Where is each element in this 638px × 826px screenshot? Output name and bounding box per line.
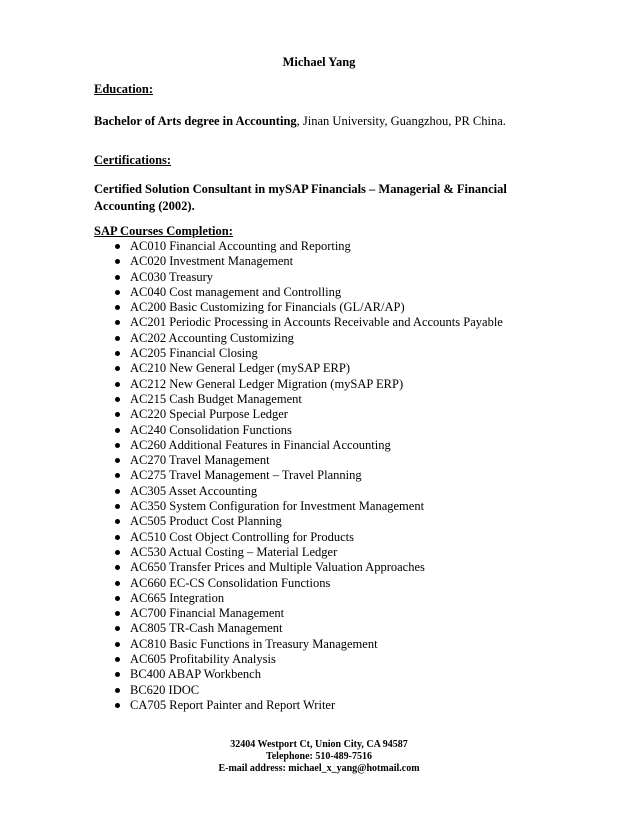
bullet-icon <box>115 366 120 371</box>
list-item <box>94 606 503 621</box>
degree-text: Bachelor of Arts degree in Accounting <box>94 114 297 128</box>
course-label: AC510 Cost Object Controlling for Products <box>130 529 354 544</box>
list-item <box>94 514 503 529</box>
bullet-icon <box>115 657 120 662</box>
bullet-icon <box>115 443 120 448</box>
course-list <box>94 239 503 713</box>
course-label: AC215 Cash Budget Management <box>130 391 302 406</box>
course-label: AC030 Treasury <box>130 269 213 284</box>
list-item <box>94 239 503 254</box>
list-item <box>94 315 503 330</box>
bullet-icon <box>115 596 120 601</box>
bullet-icon <box>115 688 120 693</box>
list-item <box>94 377 503 392</box>
institution-text: , Jinan University, Guangzhou, PR China. <box>296 114 506 128</box>
list-item <box>94 361 503 376</box>
list-item <box>94 392 503 407</box>
list-item <box>94 637 503 652</box>
list-item <box>94 545 503 560</box>
course-label: AC220 Special Purpose Ledger <box>130 407 288 422</box>
course-label: AC660 EC-CS Consolidation Functions <box>130 575 331 590</box>
course-label: AC305 Asset Accounting <box>130 483 258 498</box>
list-item <box>94 484 503 499</box>
bullet-icon <box>115 290 120 295</box>
footer-email: E-mail address: michael_x_yang@hotmail.com <box>218 763 420 774</box>
course-label: AC805 TR-Cash Management <box>130 621 283 636</box>
bullet-icon <box>115 535 120 540</box>
bullet-icon <box>115 397 120 402</box>
courses-heading: SAP Courses Completion: <box>94 224 233 238</box>
bullet-icon <box>115 458 120 463</box>
bullet-icon <box>115 351 120 356</box>
list-item <box>94 346 503 361</box>
course-label: AC650 Transfer Prices and Multiple Valuation Approaches <box>130 560 425 575</box>
list-item <box>94 254 503 269</box>
course-label: AC240 Consolidation Functions <box>130 422 292 437</box>
bullet-icon <box>115 275 120 280</box>
list-item <box>94 621 503 636</box>
bullet-icon <box>115 382 120 387</box>
bullet-icon <box>115 504 120 509</box>
course-label: AC665 Integration <box>130 590 225 605</box>
bullet-icon <box>115 259 120 264</box>
bullet-icon <box>115 581 120 586</box>
bullet-icon <box>115 611 120 616</box>
course-label: AC605 Profitability Analysis <box>130 652 276 667</box>
bullet-icon <box>115 519 120 524</box>
bullet-icon <box>115 320 120 325</box>
list-item <box>94 667 503 682</box>
bullet-icon <box>115 428 120 433</box>
bullet-icon <box>115 244 120 249</box>
education-entry <box>94 113 544 130</box>
education-heading: Education: <box>94 82 154 96</box>
bullet-icon <box>115 305 120 310</box>
course-label: BC620 IDOC <box>130 682 200 697</box>
bullet-icon <box>115 642 120 647</box>
bullet-icon <box>115 703 120 708</box>
footer-address: 32404 Westport Ct, Union City, CA 94587 <box>230 739 408 750</box>
course-label: AC270 Travel Management <box>130 453 270 468</box>
course-label: AC530 Actual Costing – Material Ledger <box>130 544 338 559</box>
footer-telephone: Telephone: 510-489-7516 <box>265 751 373 762</box>
list-item <box>94 560 503 575</box>
bullet-icon <box>115 473 120 478</box>
course-label: AC260 Additional Features in Financial Accounting <box>130 437 391 452</box>
course-label: AC200 Basic Customizing for Financials (GL/AR/AP) <box>130 300 405 315</box>
list-item <box>94 453 503 468</box>
list-item <box>94 331 503 346</box>
list-item <box>94 499 503 514</box>
list-item <box>94 407 503 422</box>
bullet-icon <box>115 626 120 631</box>
course-label: AC040 Cost management and Controlling <box>130 284 342 299</box>
course-label: BC400 ABAP Workbench <box>130 667 261 682</box>
bullet-icon <box>115 672 120 677</box>
certification-text: Certified Solution Consultant in mySAP Financials – Managerial & Financial Accounting (2002). <box>94 182 507 213</box>
course-label: AC212 New General Ledger Migration (mySAP ERP) <box>130 376 404 391</box>
course-label: AC020 Investment Management <box>130 254 294 269</box>
list-item <box>94 683 503 698</box>
list-item <box>94 300 503 315</box>
list-item <box>94 591 503 606</box>
list-item <box>94 576 503 591</box>
bullet-icon <box>115 550 120 555</box>
list-item <box>94 423 503 438</box>
list-item <box>94 270 503 285</box>
bullet-icon <box>115 489 120 494</box>
bullet-icon <box>115 565 120 570</box>
course-label: AC210 New General Ledger (mySAP ERP) <box>130 361 350 376</box>
course-label: AC505 Product Cost Planning <box>130 514 282 529</box>
course-label: AC275 Travel Management – Travel Planning <box>130 468 362 483</box>
list-item <box>94 285 503 300</box>
course-label: AC205 Financial Closing <box>130 346 258 361</box>
course-label: AC202 Accounting Customizing <box>130 330 294 345</box>
course-label: AC810 Basic Functions in Treasury Management <box>130 636 378 651</box>
course-label: AC201 Periodic Processing in Accounts Receivable and Accounts Payable <box>130 315 503 330</box>
bullet-icon <box>115 412 120 417</box>
course-label: AC700 Financial Management <box>130 606 285 621</box>
list-item <box>94 652 503 667</box>
list-item <box>94 698 503 713</box>
list-item <box>94 468 503 483</box>
certifications-heading: Certifications: <box>94 153 172 167</box>
list-item <box>94 530 503 545</box>
page-title: Michael Yang <box>282 55 356 69</box>
bullet-icon <box>115 336 120 341</box>
course-label: CA705 Report Painter and Report Writer <box>130 697 336 712</box>
course-label: AC010 Financial Accounting and Reporting <box>130 239 351 253</box>
list-item <box>94 438 503 453</box>
course-label: AC350 System Configuration for Investment Management <box>130 499 425 514</box>
